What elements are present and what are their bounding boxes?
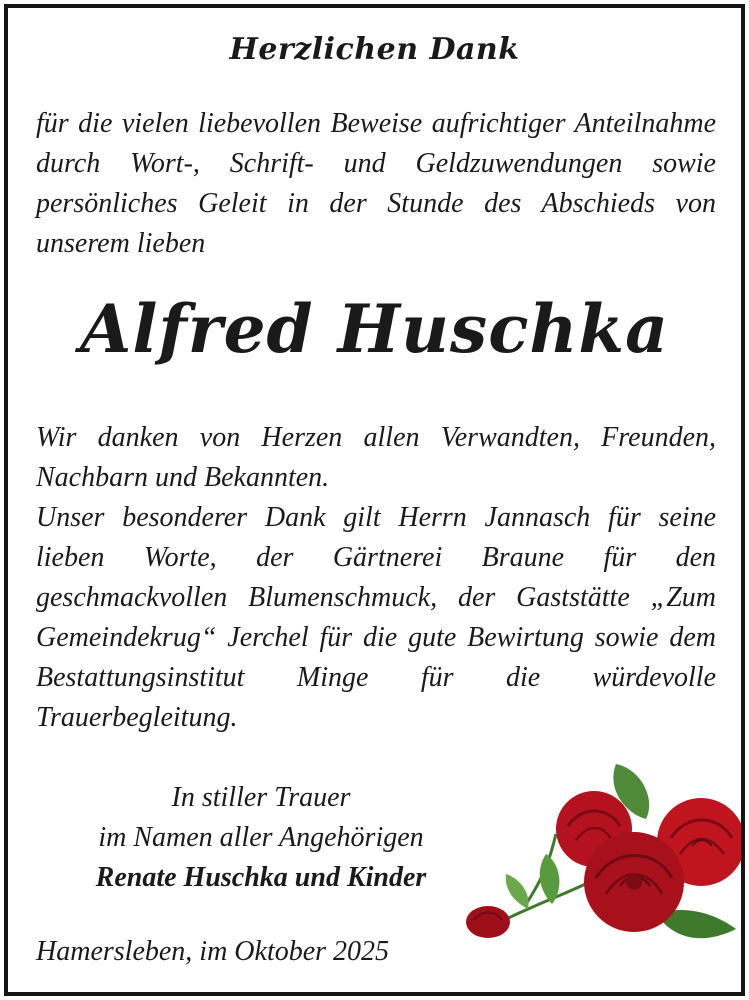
signature-line-3: Renate Huschka und Kinder (95, 862, 427, 893)
thanks-general-paragraph: Wir danken von Herzen allen Verwandten, Freunden, Nachbarn und Bekannten. (36, 422, 716, 493)
signature-block (36, 778, 486, 898)
place-date: Hamersleben, im Oktober 2025 (36, 936, 390, 967)
thanks-special-paragraph: Unser besonderer Dank gilt Herrn Jannasch für seine lieben Worte, der Gärtnerei Braune für den geschmackvollen Blumenschmuck, der Gaststätte „Zum Gemeindekrug“ Jerchel für die gute Bewirtung sowie dem Bestattungsinstitut Minge für die würdevolle Trauerbegleitung. (36, 502, 716, 733)
condolence-card (4, 4, 745, 996)
signature-line-1: In stiller Trauer (171, 782, 351, 813)
deceased-name: Alfred Huschka (80, 290, 669, 368)
red-roses-icon (456, 754, 745, 954)
heading: Herzlichen Dank (229, 32, 520, 67)
intro-paragraph: für die vielen liebevollen Beweise aufrichtiger Anteilnahme durch Wort-, Schrift- und Geldzuwendungen sowie persönliches Geleit in der Stunde des Abschieds von unserem lieben (36, 108, 716, 259)
signature-line-2: im Namen aller Angehörigen (98, 822, 424, 853)
